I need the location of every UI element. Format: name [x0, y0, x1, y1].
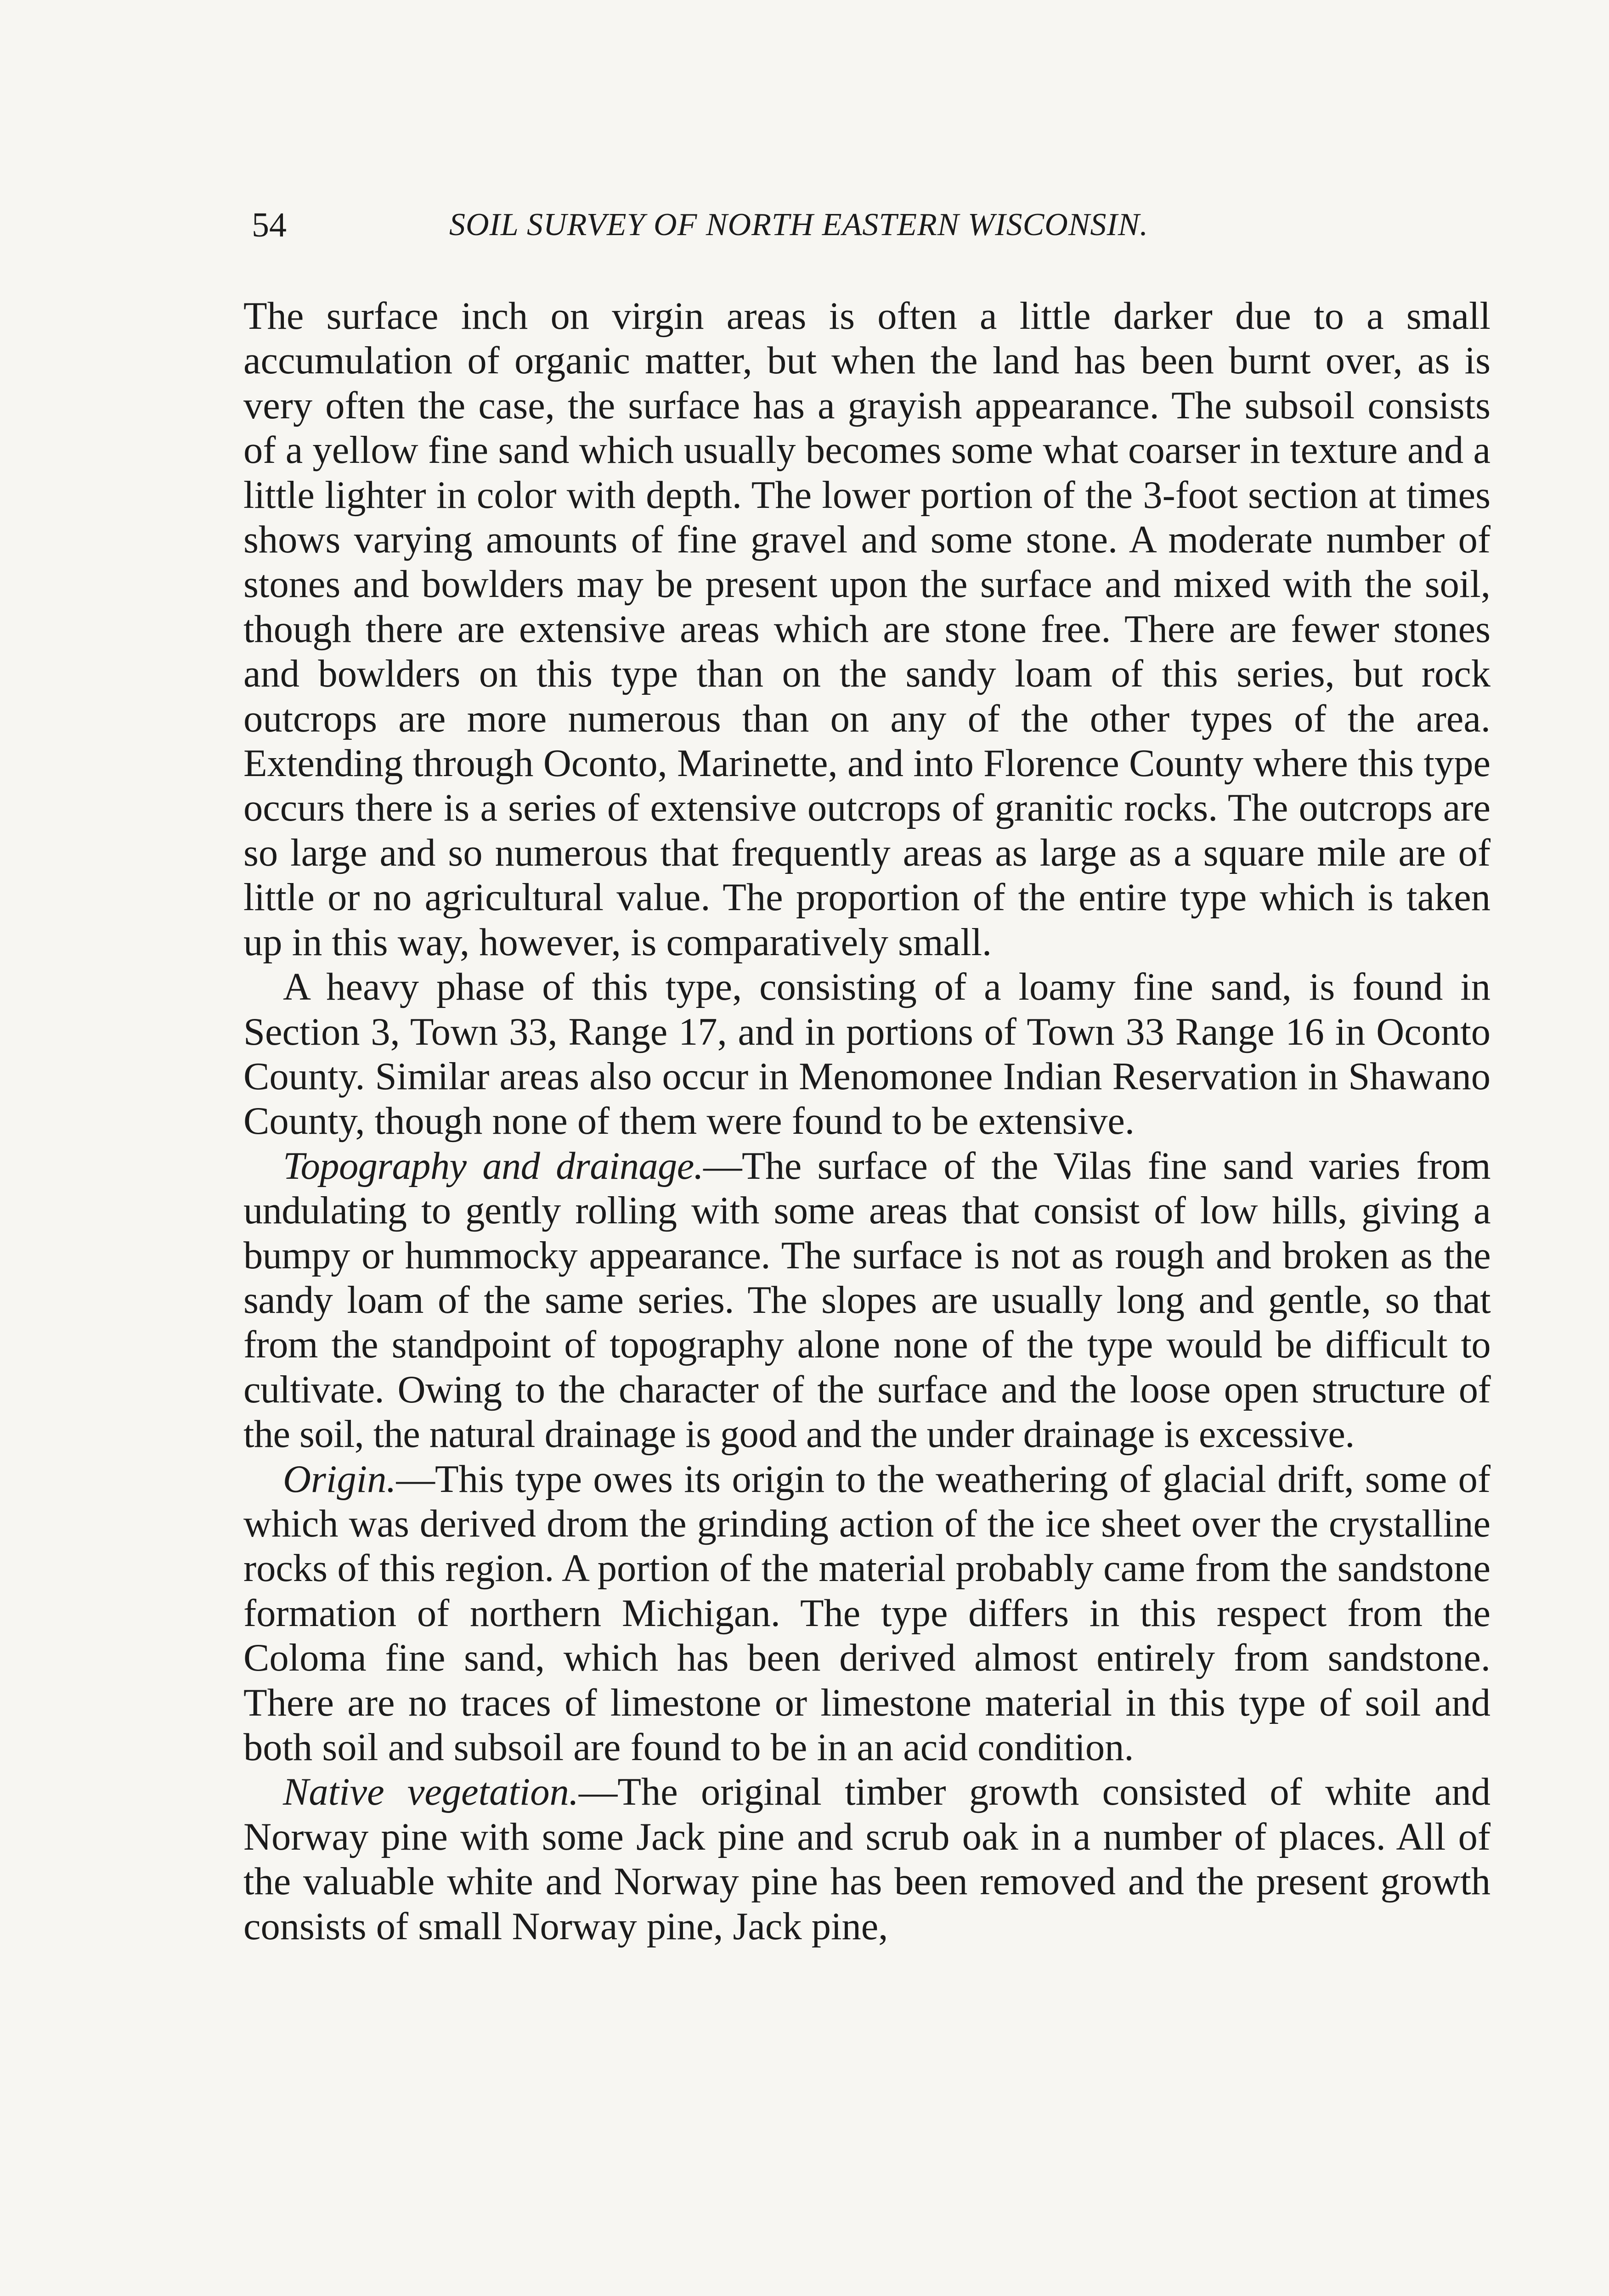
page-header — [252, 200, 1492, 250]
paragraph-surface-soil — [243, 294, 1490, 965]
section-heading-origin: Origin. — [283, 1458, 396, 1501]
section-heading-topography: Topography and drainage. — [283, 1144, 704, 1187]
running-title: SOIL SURVEY OF NORTH EASTERN WISCONSIN. — [449, 207, 1149, 242]
body-text — [243, 294, 1490, 1949]
page-number: 54 — [252, 206, 287, 244]
paragraph-topography — [243, 1144, 1490, 1457]
paragraph-text: —This type owes its origin to the weathering of glacial drift, some of which was derived drom the grinding action of the ice sheet over the crystalline rocks of this region. A portion of the material probably came from the sandstone formation of northern Michigan. The type differs in this respect from the Coloma fine sand, which has been derived almost entirely from sandstone. There are no traces of limestone or limestone material in this type of soil and both soil and subsoil are found to be in an acid condition. — [243, 1458, 1490, 1769]
paragraph-text: —The original timber growth consisted of white and Norway pine with some Jack pine and scrub oak in a number of places. All of the valuable white and Norway pine has been removed and the present growth consists of small Norway pine, Jack pine, — [243, 1771, 1490, 1948]
paragraph-native-vegetation — [243, 1770, 1490, 1949]
paragraph-text: The surface inch on virgin areas is often a little darker due to a small accumulation of organic matter, but when the land has been burnt over, as is very often the case, the surface has a grayish appearance. The subsoil consists of a yellow fine sand which usually becomes some what coarser in texture and a little lighter in color with depth. The lower portion of the 3-foot section at times shows varying amounts of fine gravel and some stone. A moderate number of stones and bowlders may be present upon the surface and mixed with the soil, though there are extensive areas which are stone free. There are fewer stones and bowlders on this type than on the sandy loam of this series, but rock outcrops are more numerous than on any of the other types of the area. Extending through Oconto, Marinette, and into Florence County where this type occurs there is a series of extensive outcrops of granitic rocks. The outcrops are so large and so numerous that frequently areas as large as a square mile are of little or no agricultural value. The proportion of the entire type which is taken up in this way, however, is comparatively small. — [243, 295, 1490, 964]
section-heading-native-vegetation: Native vegetation. — [283, 1771, 579, 1814]
paragraph-origin — [243, 1457, 1490, 1770]
paragraph-heavy-phase — [243, 965, 1490, 1144]
paragraph-text: A heavy phase of this type, consisting of a loamy fine sand, is found in Section 3, Town 33, Range 17, and in portions of Town 33 Range 16 in Oconto County. Similar areas also occur in Menomonee Indian Reservation in Shawano County, though none of them were found to be extensive. — [243, 966, 1490, 1143]
paragraph-text: —The surface of the Vilas fine sand varies from undulating to gently rolling with some areas that consist of low hills, giving a bumpy or hummocky appearance. The surface is not as rough and broken as the sandy loam of the same series. The slopes are usually long and gentle, so that from the standpoint of topography alone none of the type would be difficult to cultivate. Owing to the character of the surface and the loose open structure of the soil, the natural drainage is good and the under drainage is excessive. — [243, 1144, 1490, 1456]
